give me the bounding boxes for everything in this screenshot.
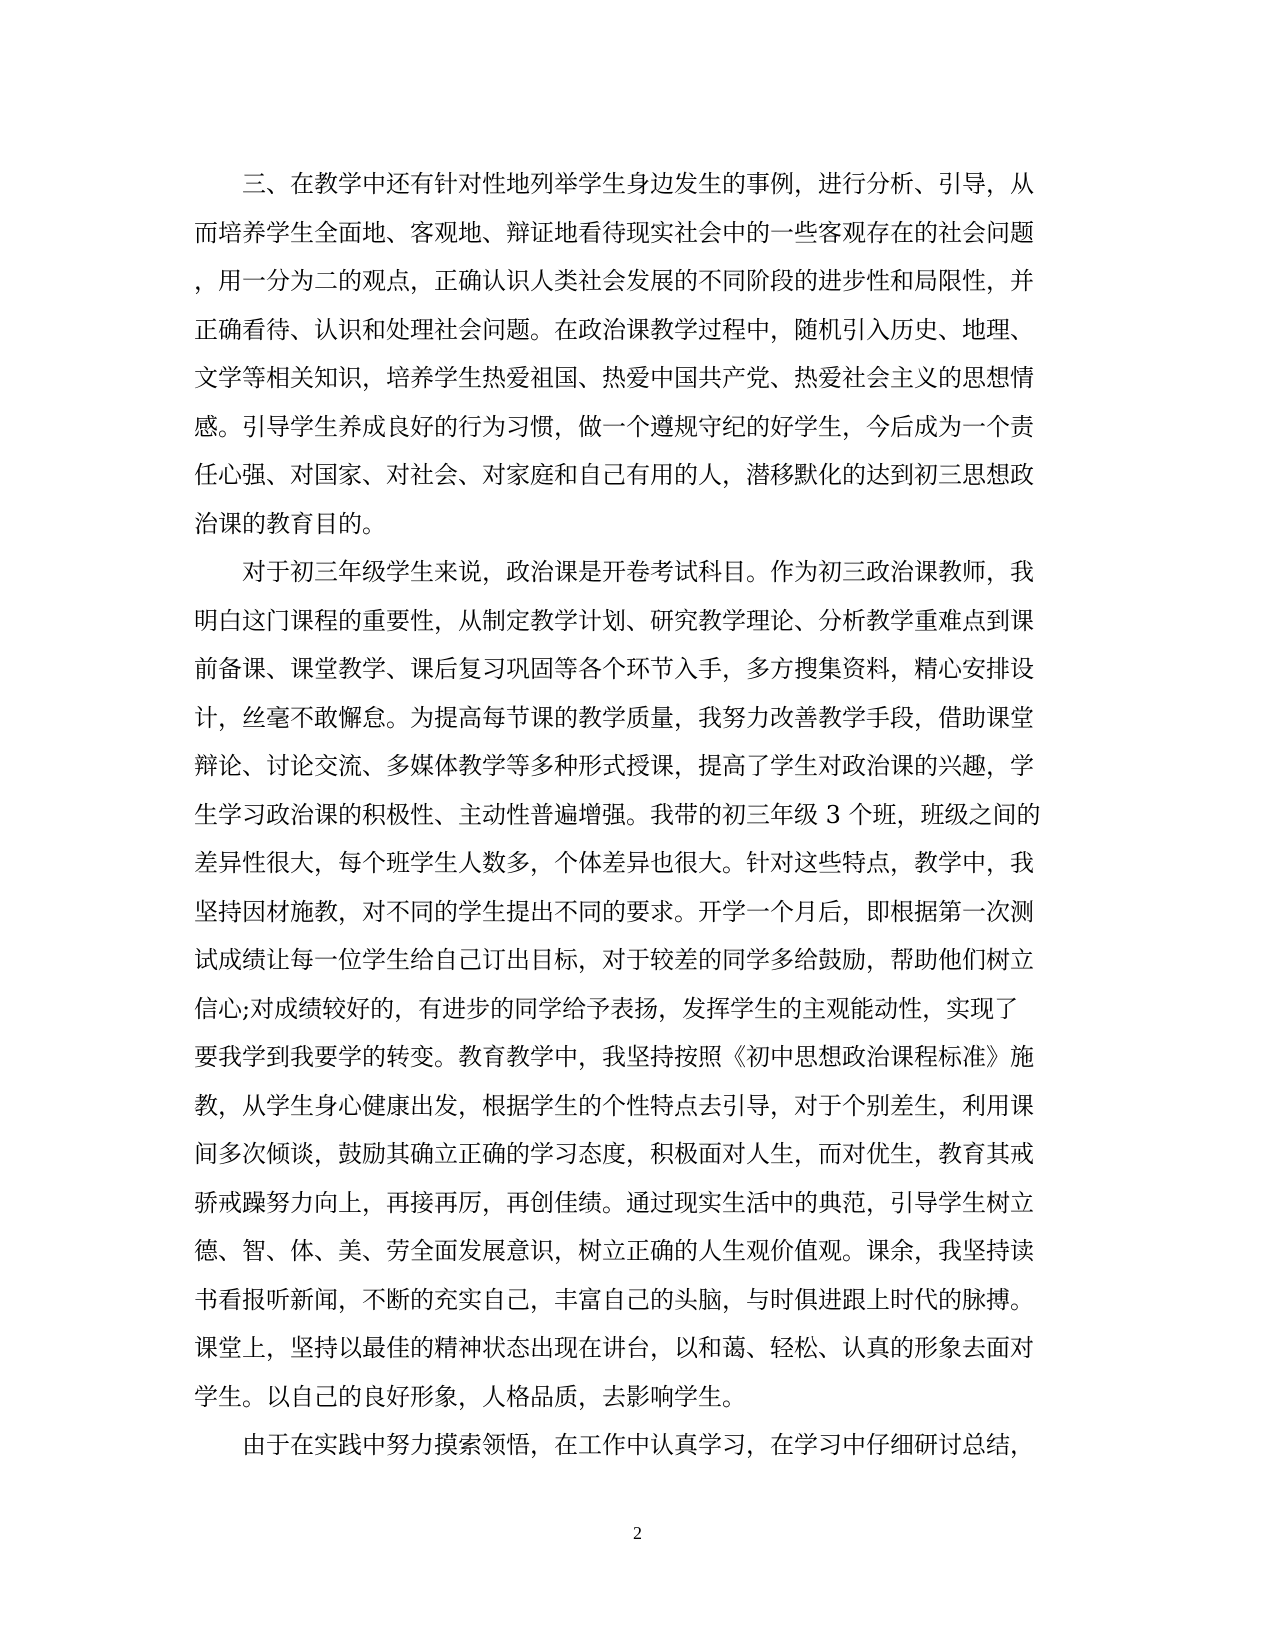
text-line: 课堂上，坚持以最佳的精神状态出现在讲台，以和蔼、轻松、认真的形象去面对 (194, 1334, 1034, 1362)
page-number: 2 (633, 1523, 642, 1543)
text-line: 明白这门课程的重要性，从制定教学计划、研究教学理论、分析教学重难点到课 (194, 606, 1034, 635)
text-line: 任心强、对国家、对社会、对家庭和自己有用的人，潜移默化的达到初三思想政 (194, 461, 1034, 489)
paragraph (194, 1421, 1066, 1470)
text-line: 前备课、课堂教学、课后复习巩固等各个环节入手，多方搜集资料，精心安排设 (194, 655, 1034, 683)
text-line: 教，从学生身心健康出发，根据学生的个性特点去引导，对于个别差生，利用课 (194, 1091, 1034, 1120)
text-line: 信心;对成绩较好的，有进步的同学给予表扬，发挥学生的主观能动性，实现了 (194, 994, 1019, 1023)
text-line: 试成绩让每一位学生给自己订出目标，对于较差的同学多给鼓励，帮助他们树立 (194, 946, 1034, 974)
text-line: 感。引导学生养成良好的行为习惯，做一个遵规守纪的好学生，今后成为一个责 (194, 412, 1034, 441)
text-line: 辩论、讨论交流、多媒体教学等多种形式授课，提高了学生对政治课的兴趣，学 (194, 752, 1034, 780)
text-line: 对于初三年级学生来说，政治课是开卷考试科目。作为初三政治课教师，我 (242, 558, 1034, 586)
paragraph (194, 548, 1066, 1421)
text-line: 文学等相关知识，培养学生热爱祖国、热爱中国共产党、热爱社会主义的思想情 (194, 364, 1034, 392)
text-line: ，用一分为二的观点，正确认识人类社会发展的不同阶段的进步性和局限性，并 (194, 267, 1034, 295)
text-line: 由于在实践中努力摸索领悟，在工作中认真学习，在学习中仔细研讨总结， (242, 1431, 1034, 1459)
text-line: 正确看待、认识和处理社会问题。在政治课教学过程中，随机引入历史、地理、 (194, 315, 1034, 344)
text-line: 德、智、体、美、劳全面发展意识，树立正确的人生观价值观。课余，我坚持读 (194, 1237, 1034, 1265)
text-line: 生学习政治课的积极性、主动性普遍增强。我带的初三年级 3 个班，班级之间的 (194, 800, 1041, 829)
text-line: 而培养学生全面地、客观地、辩证地看待现实社会中的一些客观存在的社会问题 (194, 218, 1034, 247)
text-line: 三、在教学中还有针对性地列举学生身边发生的事例，进行分析、引导，从 (242, 170, 1034, 198)
text-line: 骄戒躁努力向上，再接再厉，再创佳绩。通过现实生活中的典范，引导学生树立 (194, 1188, 1034, 1217)
text-line: 治课的教育目的。 (194, 509, 386, 538)
text-line: 计，丝毫不敢懈怠。为提高每节课的教学质量，我努力改善教学手段，借助课堂 (194, 703, 1034, 732)
text-line: 书看报听新闻，不断的充实自己，丰富自己的头脑，与时俱进跟上时代的脉搏。 (194, 1285, 1034, 1314)
text-line: 间多次倾谈，鼓励其确立正确的学习态度，积极面对人生，而对优生，教育其戒 (194, 1140, 1034, 1168)
text-line: 坚持因材施教，对不同的学生提出不同的要求。开学一个月后，即根据第一次测 (194, 897, 1034, 926)
body-text (194, 160, 1066, 1470)
text-line: 差异性很大，每个班学生人数多，个体差异也很大。针对这些特点，教学中，我 (194, 849, 1034, 877)
paragraph (194, 160, 1066, 548)
text-line: 要我学到我要学的转变。教育教学中，我坚持按照《初中思想政治课程标准》施 (194, 1043, 1034, 1071)
text-line: 学生。以自己的良好形象，人格品质，去影响学生。 (194, 1382, 746, 1411)
